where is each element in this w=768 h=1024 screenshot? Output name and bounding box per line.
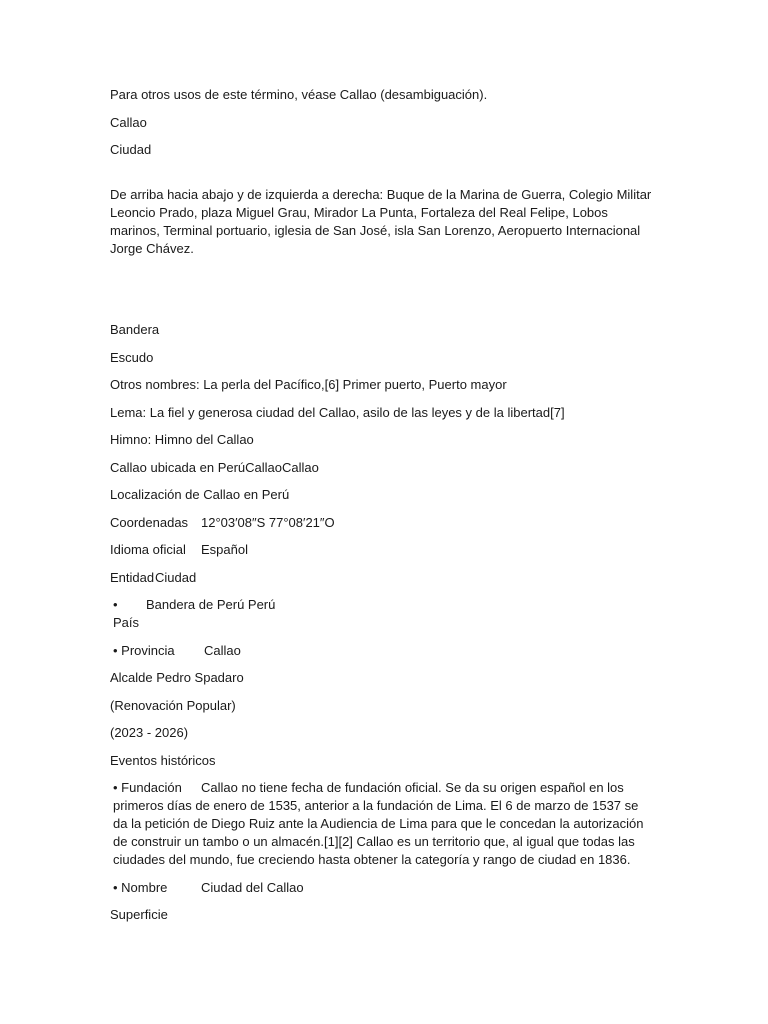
foundation-row (110, 779, 655, 869)
flag-label: Bandera (110, 322, 160, 337)
country-value: Bandera de Perú Perú (146, 597, 276, 612)
mayor-party: (Renovación Popular) (110, 697, 236, 713)
coordinates-label: Coordenadas (110, 514, 189, 530)
mayor-term: (2023 - 2026) (110, 725, 189, 740)
foundation-value: Callao no tiene fecha de fundación oficial. Se da su origen español en los primeros días de enero de 1535, anterior a la fundación de Lima. El 6 de marzo de 1537 se da la petición de Diego Ruiz ante la Audiencia de Lima para que le concedan la autorización de construir un tambo o un almacén.[1][2] Callao es un territorio que, al igual que todas las ciudades del mundo, fue creciendo hasta obtener la categoría y rango de ciudad en 1836. (113, 780, 644, 867)
coordinates-row (110, 514, 655, 532)
province-row (110, 642, 655, 660)
document-page (110, 86, 655, 934)
other-names: Otros nombres: La perla del Pacífico,[6] Primer puerto, Puerto mayor (110, 377, 507, 392)
language-value: Español (201, 542, 248, 557)
official-name-value: Ciudad del Callao (201, 879, 304, 895)
area-heading: Superficie (110, 907, 168, 922)
province-value: Callao (204, 642, 241, 658)
coordinates-value: 12°03′08″S 77°08′21″O (201, 514, 335, 530)
country-row (110, 596, 655, 632)
entity-label: Entidad (110, 569, 155, 585)
motto: Lema: La fiel y generosa ciudad del Callao, asilo de las leyes y de la libertad[7] (110, 404, 565, 420)
entity-value: Ciudad (155, 569, 197, 585)
mayor: Alcalde Pedro Spadaro (110, 670, 244, 685)
language-row (110, 541, 655, 559)
city-type: Ciudad (110, 142, 152, 157)
province-label: • Provincia (113, 642, 175, 658)
shield-label: Escudo (110, 349, 154, 365)
image-caption: De arriba hacia abajo y de izquierda a derecha: Buque de la Marina de Guerra, Colegio Militar Leoncio Prado, plaza Miguel Grau, Mirador La Punta, Fortaleza del Real Felipe, Lobos marinos, Terminal portuario, iglesia de San José, isla San Lorenzo, Aeropuerto Internacional Jorge Chávez. (110, 187, 652, 256)
disambiguation-note: Para otros usos de este término, véase Callao (desambiguación). (110, 87, 488, 102)
language-label: Idioma oficial (110, 542, 186, 557)
official-name-label: • Nombre (113, 879, 168, 895)
map-caption: Callao ubicada en PerúCallaoCallao (110, 459, 319, 475)
location-caption: Localización de Callao en Perú (110, 487, 290, 502)
country-label: • País (113, 597, 140, 630)
entity-row (110, 569, 655, 587)
foundation-label: • Fundación (113, 780, 182, 795)
city-name: Callao (110, 114, 147, 130)
official-name-row (110, 879, 655, 897)
history-heading: Eventos históricos (110, 752, 216, 768)
anthem: Himno: Himno del Callao (110, 432, 254, 447)
